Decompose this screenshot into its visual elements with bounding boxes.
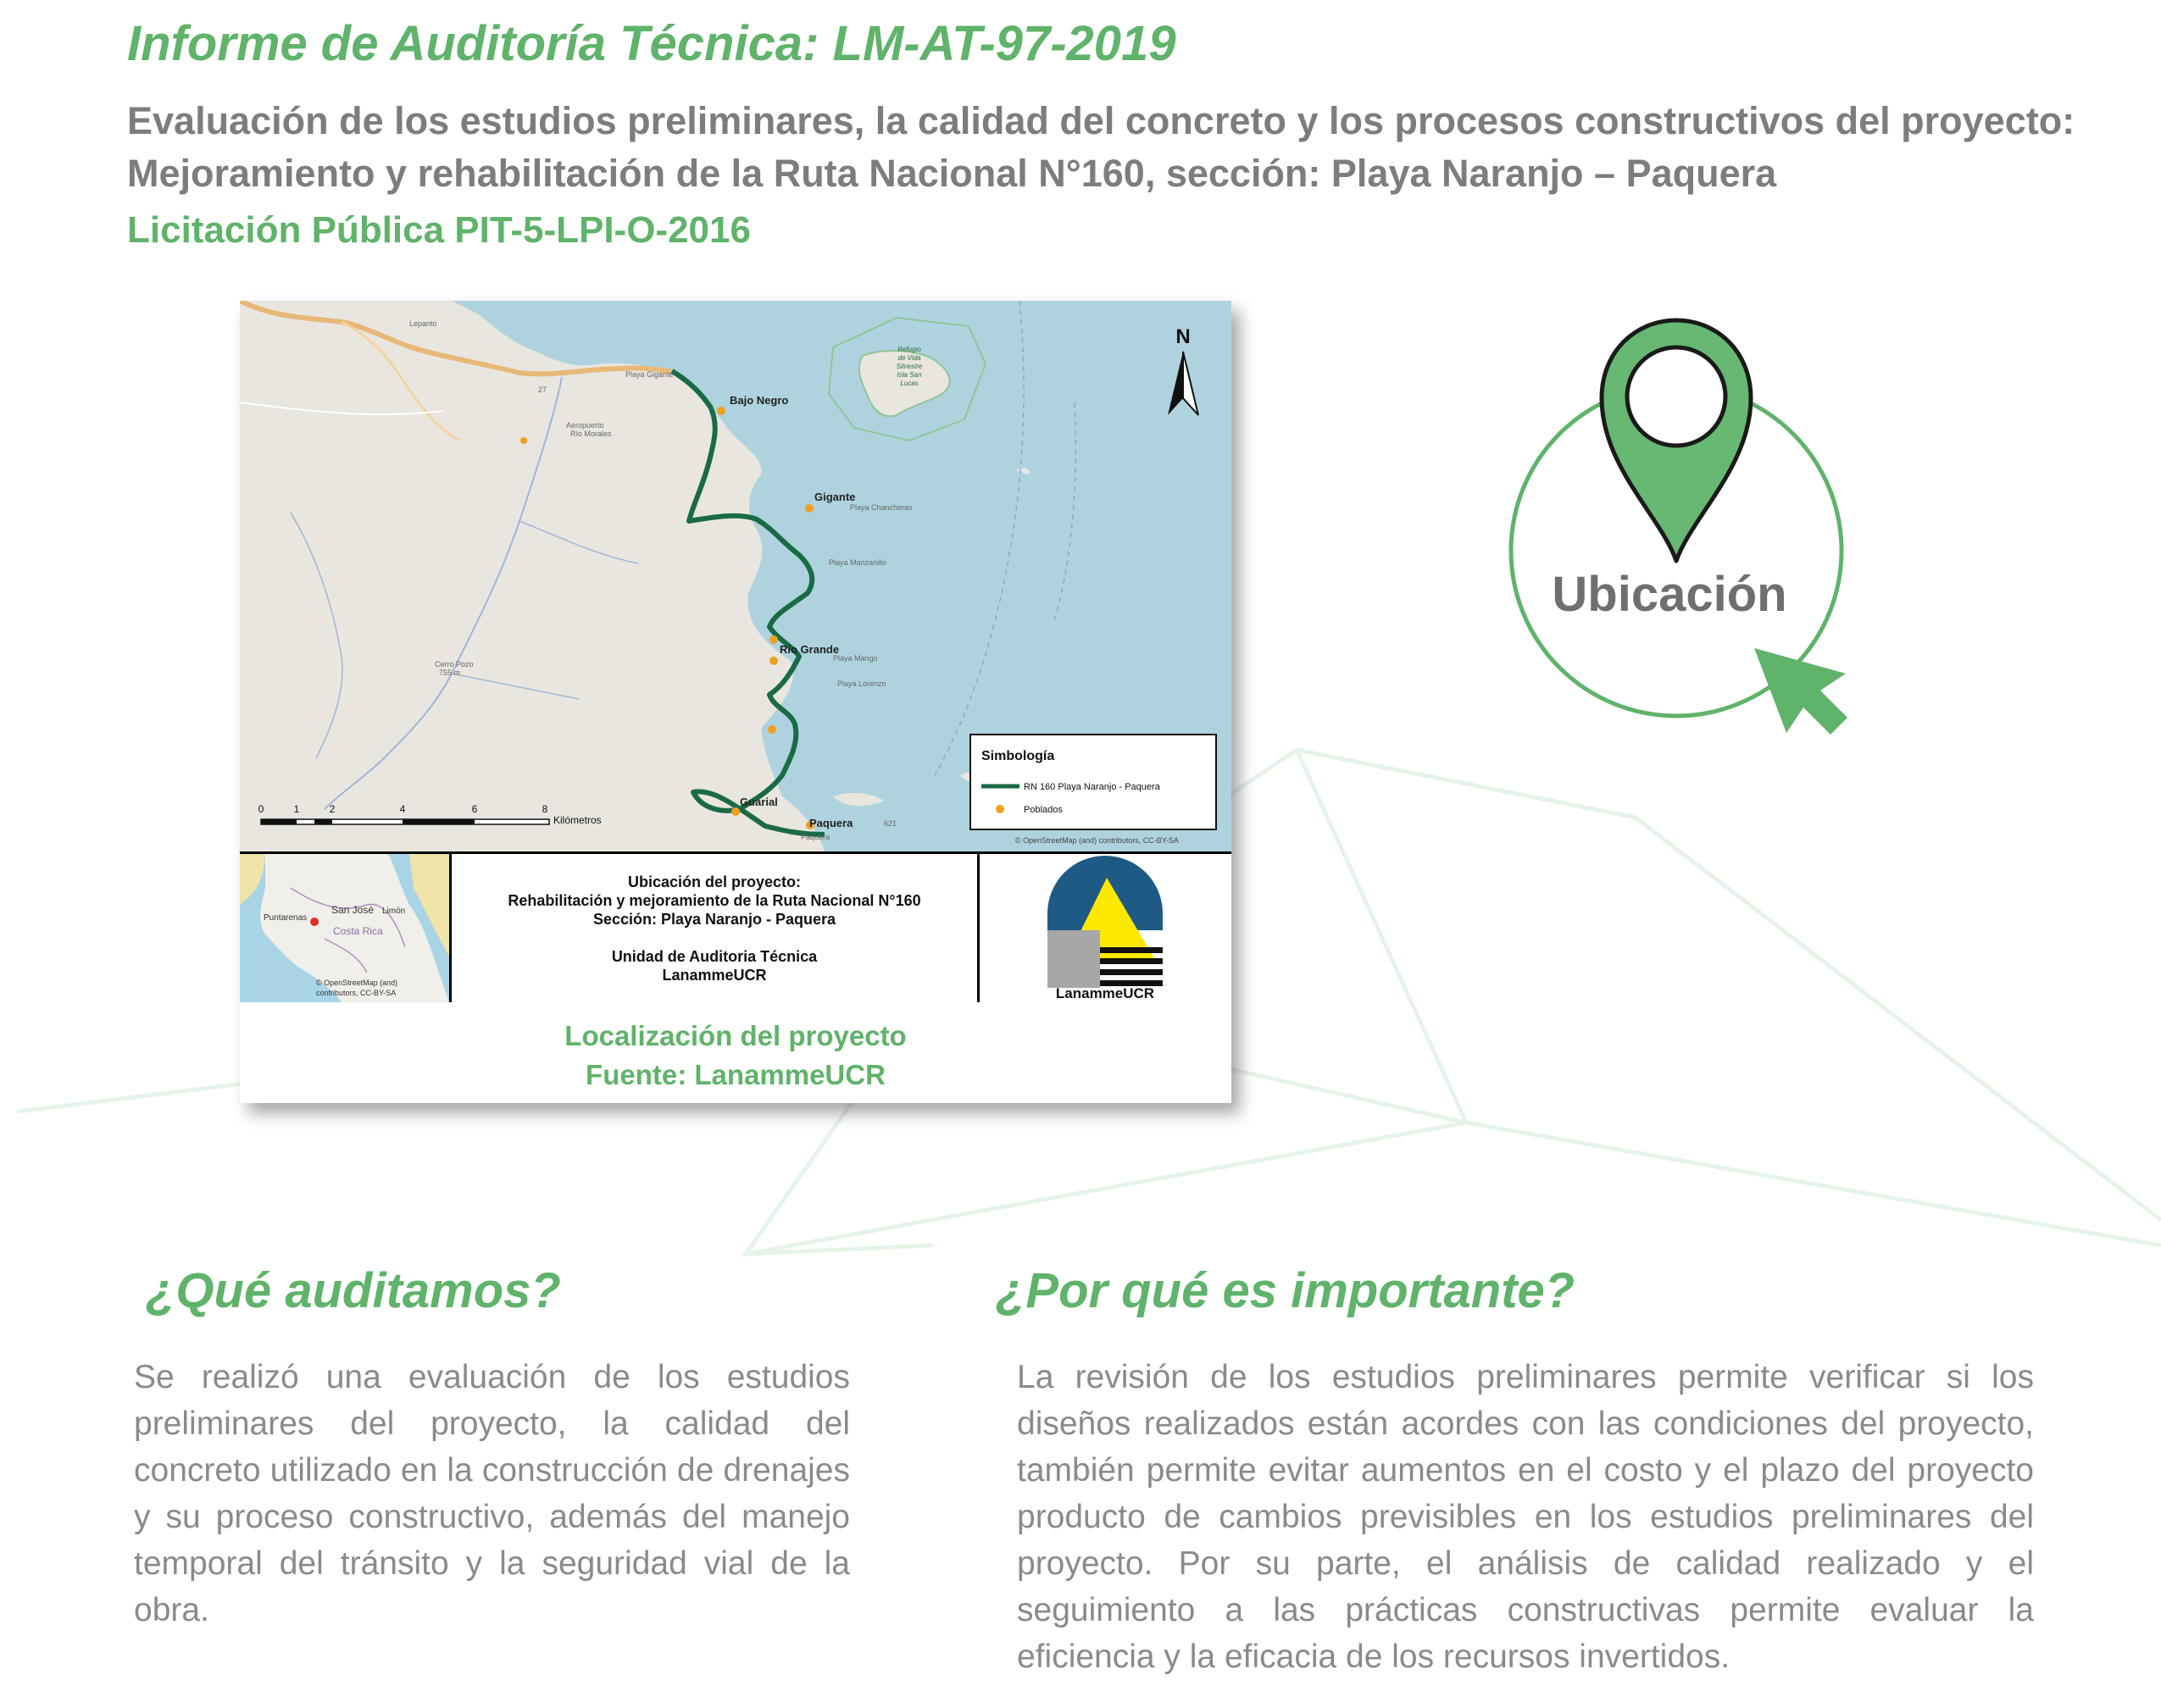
location-map (240, 301, 1231, 851)
logo-graphic (980, 854, 1231, 1002)
map-caption (240, 1017, 1231, 1095)
inset-attribution: © OpenStreetMap (and) (316, 979, 398, 987)
refuge-label: de Vida (897, 354, 921, 362)
cursor-arrow-icon (1754, 648, 1847, 735)
legend-route: RN 160 Playa Naranjo - Paquera (1024, 782, 1160, 792)
river (452, 674, 579, 699)
place-label: Paquera (801, 833, 831, 841)
map-title-line: Sección: Playa Naranjo - Paquera (592, 911, 836, 928)
what-heading: ¿Qué auditamos? (146, 1263, 561, 1318)
location-badge (1492, 305, 1881, 746)
scale-tick: 4 (399, 803, 406, 815)
why-heading: ¿Por qué es importante? (996, 1263, 1575, 1318)
scale-unit: Kilómetros (553, 814, 602, 826)
place-label: Guarial (740, 796, 778, 808)
map-title-line: LanammeUCR (662, 967, 767, 984)
refuge-label: Lucas (900, 380, 919, 387)
what-paragraph: Se realizó una evaluación de los estudios preliminares del proyecto, la calidad del concreto utilizado en la construcción de drenajes y su proceso constructivo, además del manejo temporal del tránsito y la seguridad vial de la obra. (134, 1359, 850, 1628)
scale-bar (258, 803, 602, 826)
town-marker (717, 407, 725, 415)
legend-towns: Poblados (1024, 805, 1063, 815)
project-location-marker (310, 918, 319, 926)
inset-label: Puntarenas (264, 913, 308, 923)
place-label: Gigante (814, 491, 856, 503)
map-title-line: Ubicación del proyecto: (627, 873, 802, 890)
tender-number: Licitación Pública PIT-5-LPI-O-2016 (127, 209, 751, 251)
town-marker (805, 504, 814, 513)
map-title-line: Rehabilitación y mejoramiento de la Ruta Nacional N°160 (508, 892, 921, 909)
map-title-block (452, 854, 980, 1002)
refuge-label: Refugio (897, 346, 921, 353)
report-title: Informe de Auditoría Técnica: LM-AT-97-2019 (127, 16, 1176, 71)
map-graphic (240, 301, 1231, 851)
town-marker (769, 657, 778, 665)
scale-tick: 1 (293, 803, 300, 815)
road-number: 621 (884, 819, 897, 828)
lanamme-logo (980, 854, 1231, 1002)
place-label: Lepanto (409, 319, 437, 328)
place-label: Aeropuerto (566, 421, 604, 430)
place-label: Playa Chancheras (850, 503, 913, 512)
scale-tick: 0 (258, 803, 264, 815)
map-card (240, 301, 1231, 1103)
north-label: N (1175, 325, 1191, 348)
map-attribution: © OpenStreetMap (and) contributors, CC-BY-SA (1015, 836, 1179, 845)
inset-attribution: contributors, CC-BY-SA (316, 989, 397, 997)
place-label: Playa Mango (833, 654, 878, 663)
place-label: Playa Manzanillo (829, 558, 887, 567)
place-label: Paquera (809, 817, 853, 829)
why-paragraph: La revisión de los estudios preliminares permite verificar si los diseños realizados están acordes con las condiciones del proyecto, también permite evitar aumentos en el costo y el plazo del proyecto producto de cambios previsibles en los estudios preliminares del proyecto. Por su parte, el análisis de calidad realizado y el seguimiento a las prácticas constructivas permite evaluar la eficiencia y la eficacia de los recursos invertidos. (1017, 1359, 2034, 1675)
road-number: 27 (538, 385, 547, 394)
inset-label: San José (331, 904, 375, 916)
map-caption-line1: Localización del proyecto (564, 1020, 907, 1051)
map-legend (970, 735, 1216, 829)
place-label: Río Grande (780, 643, 840, 656)
inset-label: Costa Rica (333, 925, 383, 937)
legend-title: Simbología (981, 749, 1055, 763)
road (240, 402, 443, 414)
river (291, 513, 342, 758)
place-label: 755 m (439, 668, 461, 677)
inset-map (240, 854, 452, 1002)
report-subtitle: Evaluación de los estudios preliminares, la calidad del concreto y los procesos constructivos del proyecto: Mejoramiento y rehabilitación de la Ruta Nacional N°160, sección: Playa Naranjo – Paquera (127, 99, 2075, 195)
river (519, 521, 638, 563)
location-label: Ubicación (1552, 567, 1787, 622)
road (342, 322, 460, 441)
place-label: Río Morales (570, 430, 612, 438)
place-label: Playa Lorenzo (837, 679, 886, 688)
place-label: Playa Gigante (625, 370, 674, 379)
map-info-strip (240, 851, 1231, 1002)
town-marker (768, 725, 776, 734)
logo-text: LanammeUCR (1055, 985, 1155, 1001)
place-label: Cerro Pozo (435, 660, 474, 668)
refuge-label: Isla San (897, 371, 922, 379)
scale-tick: 6 (471, 803, 478, 815)
town-marker (769, 635, 778, 644)
refuge-label: Silvestre (896, 363, 923, 370)
scale-tick: 2 (329, 803, 336, 815)
map-caption-line2: Fuente: LanammeUCR (586, 1059, 886, 1090)
town-marker (731, 807, 740, 816)
place-label: Bajo Negro (730, 394, 789, 407)
inset-label: Limón (382, 907, 406, 916)
inset-graphic (240, 854, 449, 1002)
scale-tick: 8 (542, 803, 548, 815)
neighbor-shape (240, 854, 265, 905)
map-title-line: Unidad de Auditoria Técnica (611, 948, 818, 965)
town-marker (520, 437, 527, 444)
